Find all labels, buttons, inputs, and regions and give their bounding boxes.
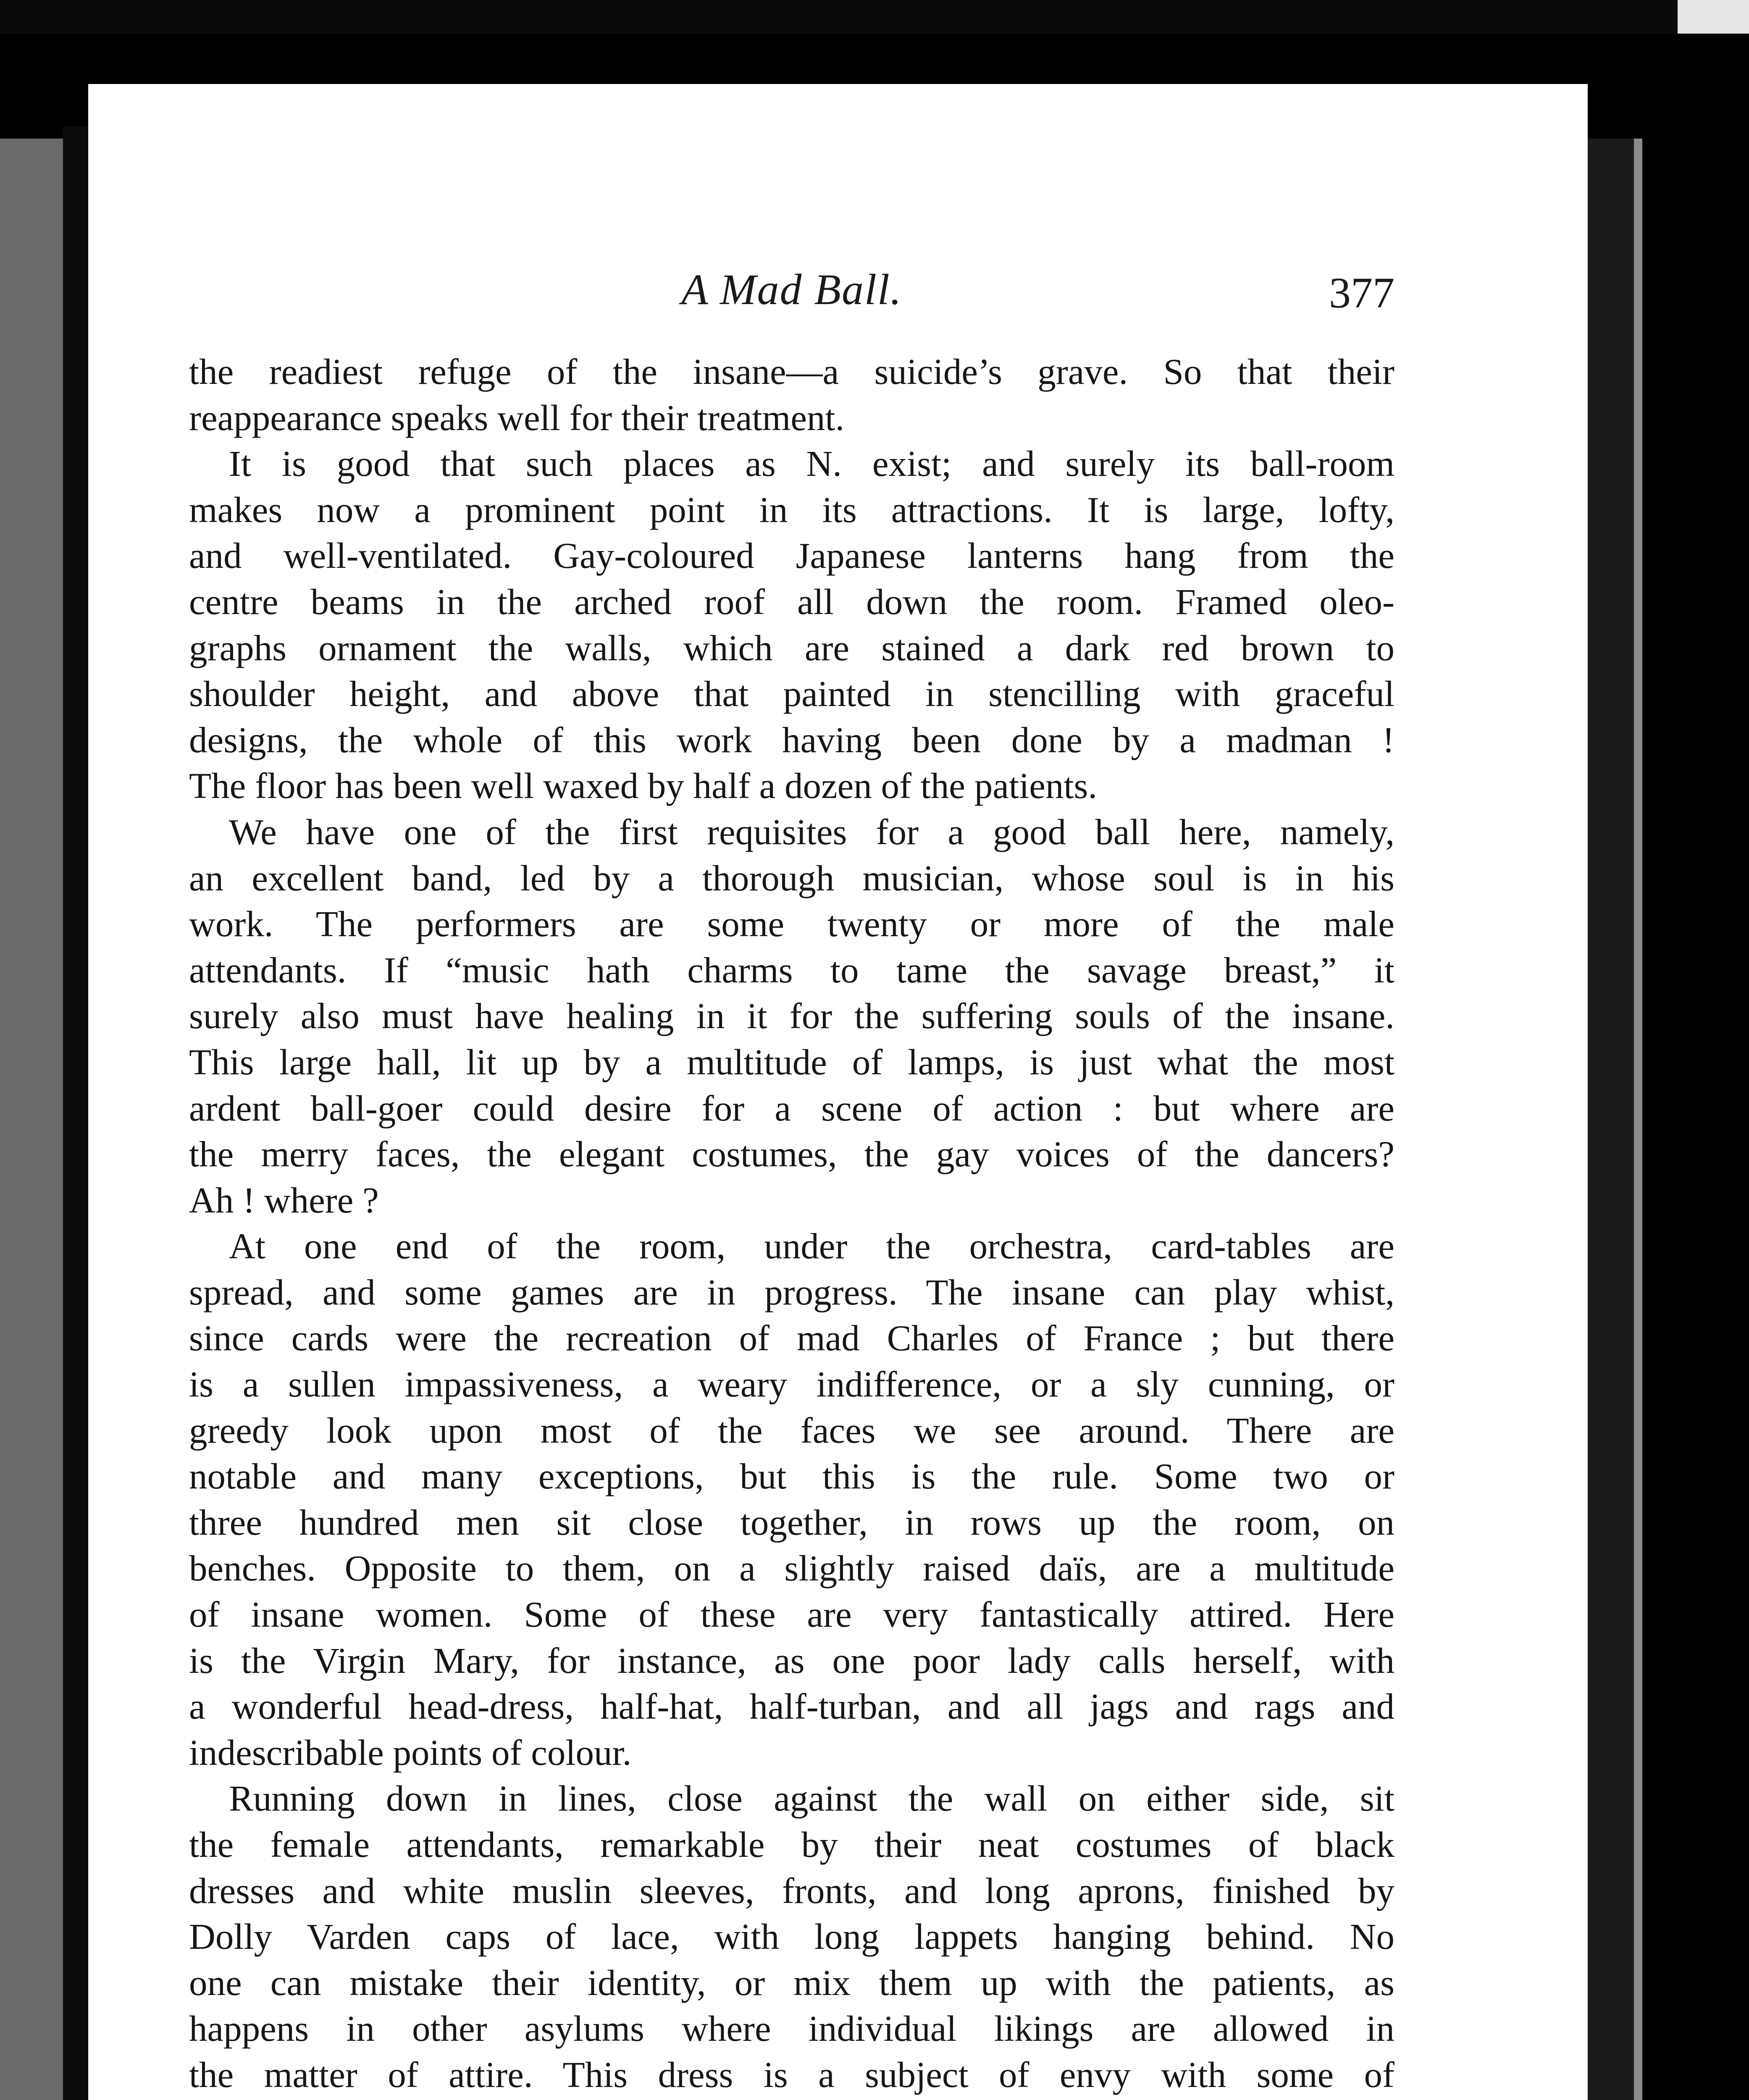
text-line: the female attendants, remarkable by their neat costumes of black — [189, 1824, 1394, 1865]
text-line: attendants. If “music hath charms to tame the savage breast,” it — [189, 949, 1394, 990]
text-line: reappearance speaks well for their treatment. — [189, 397, 845, 438]
text-line: This large hall, lit up by a multitude of lamps, is just what the most — [189, 1041, 1394, 1082]
text-line: indescribable points of colour. — [189, 1732, 632, 1773]
text-line: graphs ornament the walls, which are stained a dark red brown to — [189, 627, 1394, 668]
paragraph — [189, 1223, 1394, 1775]
facing-page-edge — [0, 139, 63, 2100]
text-line: an excellent band, led by a thorough musician, whose soul is in his — [189, 857, 1394, 898]
top-right-corner — [1678, 0, 1749, 34]
paragraph — [189, 349, 1394, 441]
text-line: work. The performers are some twenty or more of the male — [189, 903, 1394, 945]
page-right-edge — [1634, 139, 1642, 2100]
text-line: the matter of attire. This dress is a subject of envy with some of — [189, 2054, 1394, 2095]
text-line: three hundred men sit close together, in rows up the room, on — [189, 1502, 1394, 1543]
page-right-shadow — [1588, 139, 1634, 2100]
page-header — [189, 265, 1394, 328]
text-line: is a sullen impassiveness, a weary indifference, or a sly cunning, or — [189, 1364, 1394, 1405]
text-line: Dolly Varden caps of lace, with long lappets hanging behind. No — [189, 1916, 1394, 1957]
text-line: one can mistake their identity, or mix them up with the patients, as — [189, 1962, 1394, 2003]
text-line: of insane women. Some of these are very fantastically attired. Here — [189, 1594, 1394, 1635]
text-line: shoulder height, and above that painted in stencilling with graceful — [189, 673, 1394, 714]
text-line: notable and many exceptions, but this is the rule. Some two or — [189, 1456, 1394, 1497]
top-border — [0, 0, 1749, 34]
text-line — [189, 2098, 1394, 2100]
paragraph — [189, 441, 1394, 809]
paragraph — [189, 809, 1394, 1223]
text-line: It is good that such places as N. exist; and surely its ball-room — [229, 443, 1394, 484]
text-line: and well-ventilated. Gay-coloured Japanese lanterns hang from the — [189, 535, 1394, 576]
text-line: happens in other asylums where individual likings are allowed in — [189, 2008, 1394, 2049]
text-line: since cards were the recreation of mad Charles of France ; but there — [189, 1318, 1394, 1359]
text-line: greedy look upon most of the faces we see around. There are — [189, 1410, 1394, 1451]
book-gutter — [63, 126, 88, 2100]
text-line: spread, and some games are in progress. The insane can play whist, — [189, 1271, 1394, 1312]
text-line: Running down in lines, close against the wall on either side, sit — [229, 1778, 1394, 1819]
text-line: designs, the whole of this work having been done by a madman ! — [189, 719, 1394, 760]
text-line: ardent ball-goer could desire for a scene of action : but where are — [189, 1087, 1394, 1129]
text-line: a wonderful head-dress, half-hat, half-turban, and all jags and rags and — [189, 1686, 1394, 1727]
text-line: the readiest refuge of the insane—a suicide’s grave. So that their — [189, 351, 1394, 392]
text-line: Ah ! where ? — [189, 1179, 379, 1221]
text-line: We have one of the first requisites for a good ball here, namely, — [229, 811, 1394, 852]
text-line: the merry faces, the elegant costumes, the gay voices of the dancers? — [189, 1134, 1394, 1175]
text-line: dresses and white muslin sleeves, fronts, and long aprons, finished by — [189, 1870, 1394, 1911]
page-number: 377 — [1329, 269, 1394, 317]
text-line: surely also must have healing in it for the suffering souls of the insane. — [189, 995, 1394, 1037]
running-title: A Mad Ball. — [681, 265, 902, 314]
text-line: At one end of the room, under the orchestra, card-tables are — [229, 1226, 1394, 1267]
body-text — [189, 349, 1394, 2100]
text-line: The floor has been well waxed by half a dozen of the patients. — [189, 765, 1098, 806]
text-line: centre beams in the arched roof all down the room. Framed oleo- — [189, 581, 1394, 622]
paragraph — [189, 1775, 1394, 2100]
text-line: is the Virgin Mary, for instance, as one poor lady calls herself, with — [189, 1640, 1394, 1681]
text-line: makes now a prominent point in its attractions. It is large, lofty, — [189, 489, 1394, 530]
text-line: benches. Opposite to them, on a slightly raised daïs, are a multitude — [189, 1548, 1394, 1589]
